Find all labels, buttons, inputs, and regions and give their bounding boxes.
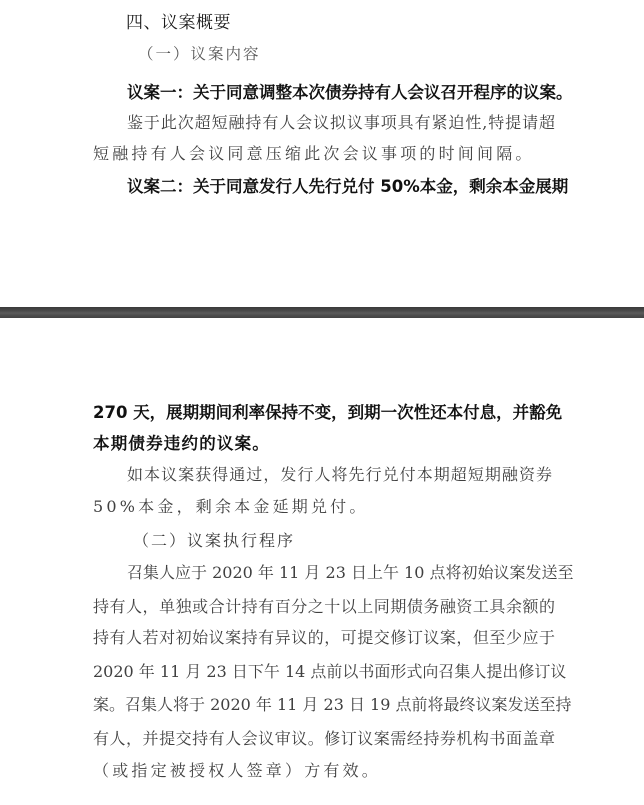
- procedure-line: 召集人应于 2020 年 11 月 23 日上午 10 点将初始议案发送至: [127, 563, 574, 582]
- procedure-line: 持有人若对初始议案持有异议的，可提交修订议案，但至少应于: [93, 628, 555, 647]
- procedure-line: 案。召集人将于 2020 年 11 月 23 日 19 点前将最终议案发送至持: [93, 695, 572, 714]
- proposal-2-body-line: 50%本金，剩余本金延期兑付。: [93, 497, 369, 516]
- proposal-1-body-line: 短融持有人会议同意压缩此次会议事项的时间间隔。: [93, 144, 535, 163]
- page-separator: [0, 307, 644, 318]
- proposal-2-title: 议案二：关于同意发行人先行兑付 50%本金，剩余本金展期: [127, 177, 569, 196]
- proposal-1-body-line: 鉴于此次超短融持有人会议拟议事项具有紧迫性,特提请超: [127, 113, 555, 132]
- procedure-line: （或指定被授权人签章）方有效。: [93, 761, 382, 780]
- document-page-1: [0, 0, 644, 307]
- proposal-2-body-line: 如本议案获得通过，发行人将先行兑付本期超短期融资券: [127, 465, 552, 484]
- proposal-2-title-continued: 本期债券违约的议案。: [93, 434, 270, 453]
- procedure-line: 有人，并提交持有人会议审议。修订议案需经持券机构书面盖章: [93, 729, 555, 748]
- procedure-line: 2020 年 11 月 23 日下午 14 点前以书面形式向召集人提出修订议: [93, 662, 567, 681]
- proposal-1-title: 议案一：关于同意调整本次债券持有人会议召开程序的议案。: [127, 83, 573, 102]
- subsection-heading: （一）议案内容: [138, 45, 261, 63]
- proposal-2-title-continued: 270 天，展期期间利率保持不变，到期一次性还本付息，并豁免: [93, 403, 563, 422]
- procedure-line: 持有人，单独或合计持有百分之十以上同期债务融资工具余额的: [93, 597, 555, 616]
- section-heading: 四、议案概要: [126, 13, 231, 33]
- subsection-heading-2: （二）议案执行程序: [133, 531, 296, 550]
